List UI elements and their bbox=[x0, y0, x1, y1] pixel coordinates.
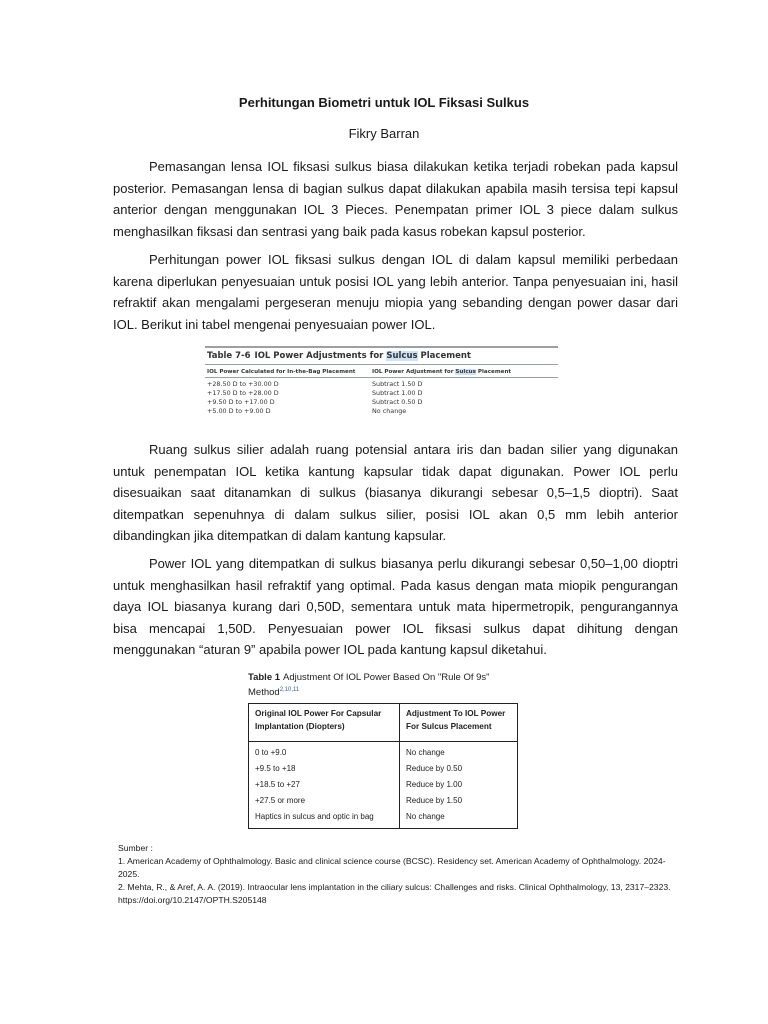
table-row bbox=[249, 742, 518, 763]
adjustment-cell: Subtract 0.50 D bbox=[372, 398, 423, 406]
rule-of-9s-table bbox=[248, 703, 518, 829]
power-cell: +27.5 or more bbox=[249, 794, 400, 810]
highlighted-word: Sulcus bbox=[386, 351, 418, 361]
table-header bbox=[205, 365, 558, 378]
sources-section bbox=[118, 842, 678, 907]
table-rule-of-9s bbox=[248, 672, 520, 829]
adjustment-cell: Subtract 1.50 D bbox=[372, 380, 423, 388]
highlighted-word: Sulcus bbox=[455, 369, 476, 375]
paragraph-1: Pemasangan lensa IOL fiksasi sulkus biasa dilakukan ketika terjadi robekan pada kapsul posterior. Pemasangan lensa di bagian sulkus dapat dilakukan apabila masih tersisa tepi kapsul anterior dengan menggunakan IOL 3 Pieces. Penempatan primer IOL 3 piece dalam sulkus menghasilkan fiksasi dan sentrasi yang baik pada kasus robekan kapsul posterior. bbox=[113, 159, 678, 239]
source-item: 2. Mehta, R., & Aref, A. A. (2019). Intraocular lens implantation in the ciliary sulcus: Challenges and risks. Clinical Ophthalmology, 13, 2317–2323. https://doi.org/10.2147/OPTH.S205148 bbox=[118, 882, 671, 905]
table-row bbox=[205, 389, 558, 398]
table-row bbox=[249, 794, 518, 810]
caption-text: Adjustment Of IOL Power Based On "Rule Of 9s" Method bbox=[248, 672, 490, 699]
power-range-cell: +9.50 D to +17.00 D bbox=[207, 398, 275, 406]
column-header-adjustment: Adjustment To IOL Power For Sulcus Placement bbox=[400, 704, 518, 742]
column-header-in-bag: IOL Power Calculated for In-the-Bag Placement bbox=[207, 369, 356, 375]
adjustment-cell: Reduce by 1.50 bbox=[400, 794, 518, 810]
adjustment-cell: Reduce by 1.00 bbox=[400, 778, 518, 794]
table-number: Table 1 bbox=[248, 672, 281, 683]
table-row bbox=[249, 762, 518, 778]
header-text-end: Placement bbox=[475, 369, 512, 375]
power-cell: +18.5 to +27 bbox=[249, 778, 400, 794]
header-text: IOL Power Adjustment for bbox=[372, 369, 456, 375]
power-range-cell: +17.50 D to +28.00 D bbox=[207, 389, 279, 397]
source-item: 1. American Academy of Ophthalmology. Basic and clinical science course (BCSC). Residency set. American Academy of Ophthalmology. 2024-2025. bbox=[118, 856, 666, 879]
column-header-original-power: Original IOL Power For Capsular Implantation (Diopters) bbox=[249, 704, 400, 742]
paragraph-3: Ruang sulkus silier adalah ruang potensial antara iris dan badan silier yang digunakan untuk penempatan IOL ketika kantung kapsular tidak dapat digunakan. Power IOL perlu disesuaikan saat ditanamkan di sulkus (biasanya dikurangi sebesar 0,5–1,5 dioptri). Saat ditempatkan sepenuhnya di dalam sulkus silier, posisi IOL akan 0,5 mm lebih anterior dibandingkan jika ditempatkan di dalam kantung kapsular. bbox=[113, 442, 678, 543]
table-row bbox=[205, 380, 558, 389]
table-header-row bbox=[249, 704, 518, 742]
table-number: Table 7-6 bbox=[207, 351, 251, 361]
table-row bbox=[205, 398, 558, 407]
power-cell: +9.5 to +18 bbox=[249, 762, 400, 778]
table-row bbox=[249, 810, 518, 829]
power-cell: Haptics in sulcus and optic in bag bbox=[249, 810, 400, 829]
adjustment-cell: No change bbox=[372, 407, 407, 415]
power-range-cell: +28.50 D to +30.00 D bbox=[207, 380, 279, 388]
adjustment-cell: Subtract 1.00 D bbox=[372, 389, 423, 397]
table-row bbox=[205, 407, 558, 416]
reference-superscript: 2,10,11 bbox=[279, 687, 300, 693]
column-header-sulcus bbox=[372, 369, 556, 375]
author-name: Fikry Barran bbox=[348, 126, 420, 141]
power-cell: 0 to +9.0 bbox=[249, 742, 400, 763]
table-caption bbox=[248, 672, 520, 699]
adjustment-cell: No change bbox=[400, 810, 518, 829]
paragraph-2: Perhitungan power IOL fiksasi sulkus dengan IOL di dalam kapsul memiliki perbedaan karena diperlukan penyesuaian untuk posisi IOL yang lebih anterior. Tanpa penyesuaian ini, hasil refraktif akan mengalami pergeseran menuju miopia yang sebanding dengan power dasar dari IOL. Berikut ini tabel mengenai penyesuaian power IOL. bbox=[113, 252, 678, 332]
adjustment-cell: Reduce by 0.50 bbox=[400, 762, 518, 778]
document-title: Perhitungan Biometri untuk IOL Fiksasi Sulkus bbox=[238, 95, 530, 110]
power-range-cell: +5.00 D to +9.00 D bbox=[207, 407, 271, 415]
table-row bbox=[249, 778, 518, 794]
caption-text: IOL Power Adjustments for bbox=[254, 351, 387, 361]
table-caption bbox=[205, 348, 558, 365]
adjustment-cell: No change bbox=[400, 742, 518, 763]
caption-text-end: Placement bbox=[417, 351, 471, 361]
paragraph-4: Power IOL yang ditempatkan di sulkus biasanya perlu dikurangi sebesar 0,50–1,00 dioptri untuk menghasilkan hasil refraktif yang optimal. Pada kasus dengan mata miopik pengurangan daya IOL biasanya kurang dari 0,50D, sementara untuk mata hipermetropik, pengurangannya bisa mencapai 1,50D. Penyesuaian power IOL fiksasi sulkus dapat dihitung dengan menggunakan “aturan 9” apabila power IOL pada kantung kapsul diketahui. bbox=[113, 556, 678, 657]
table-iol-power-adjustments-sulcus bbox=[205, 346, 558, 416]
sources-label: Sumber : bbox=[118, 843, 153, 853]
